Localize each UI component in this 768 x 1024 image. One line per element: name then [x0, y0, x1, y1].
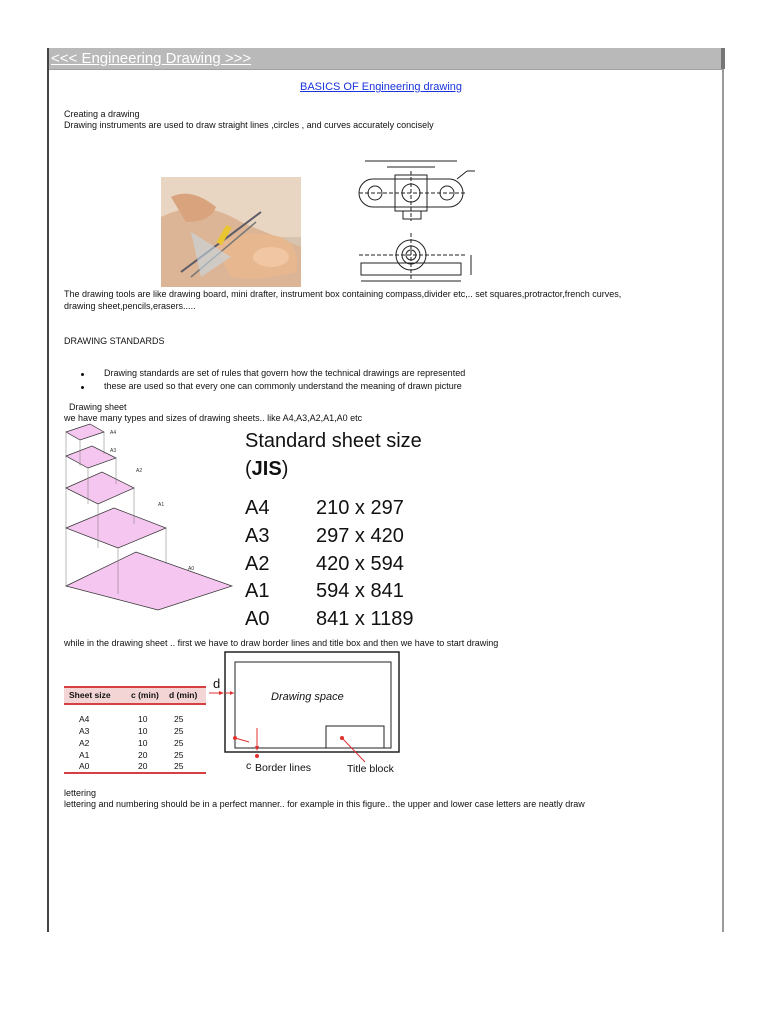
size-dims-a0: 841 x 1189 [316, 608, 414, 630]
header-sheet-size: Sheet size [69, 690, 111, 700]
intro-line-2: Drawing instruments are used to draw straight lines ,circles , and curves accurately concisely [64, 120, 434, 130]
stack-label-a2: A2 [136, 468, 143, 474]
heading-link[interactable]: BASICS OF Engineering drawing [300, 81, 463, 93]
margin-table-header [64, 686, 206, 705]
table-cell: 20 [138, 761, 148, 771]
header-d-min: d (min) [169, 690, 198, 700]
sheet-size-title: Standard sheet size [245, 430, 422, 452]
size-dims-a3: 297 x 420 [316, 525, 404, 547]
subtitle-jis: JIS [251, 458, 282, 480]
stack-label-a3: A3 [110, 448, 117, 454]
size-name-a3: A3 [245, 525, 270, 547]
bullet-item-1: Drawing standards are set of rules that govern how the technical drawings are represented [104, 368, 466, 378]
sheet-stack-illustration [62, 424, 242, 610]
bullet-dot-2 [81, 386, 84, 389]
label-d: d [213, 676, 221, 691]
header-c-min: c (min) [131, 690, 159, 700]
sheet-heading: Drawing sheet [64, 402, 127, 412]
size-name-a1: A1 [245, 580, 270, 602]
header-bar-end [721, 48, 725, 69]
size-dims-a1: 594 x 841 [316, 580, 404, 602]
bullet-dot-1 [81, 373, 84, 376]
table-cell: 10 [138, 714, 148, 724]
table-cell: A4 [79, 714, 90, 724]
margin-table-footer-rule [64, 772, 206, 774]
standards-heading: DRAWING STANDARDS [64, 336, 165, 346]
size-name-a0: A0 [245, 608, 270, 630]
stack-label-a1: A1 [158, 502, 165, 508]
drawing-instruments-photo [161, 177, 301, 287]
size-dims-a2: 420 x 594 [316, 553, 404, 575]
label-border-lines: Border lines [255, 762, 312, 774]
label-c: c [246, 760, 252, 772]
table-cell: 25 [174, 750, 184, 760]
intro-line-1: Creating a drawing [64, 109, 140, 119]
stack-label-a4: A4 [110, 430, 117, 436]
table-cell: A0 [79, 761, 90, 771]
orthographic-part-drawing [355, 153, 490, 285]
page-title-link[interactable]: <<< Engineering Drawing >>> [51, 50, 252, 67]
table-cell: 25 [174, 738, 184, 748]
sheet-size-subtitle [245, 458, 288, 481]
size-dims-a4: 210 x 297 [316, 497, 404, 519]
tools-line-2: drawing sheet,pencils,erasers..... [64, 301, 196, 311]
table-cell: 25 [174, 726, 184, 736]
label-drawing-space: Drawing space [271, 691, 344, 703]
table-cell: A2 [79, 738, 90, 748]
size-name-a4: A4 [245, 497, 270, 519]
table-cell: A1 [79, 750, 90, 760]
label-title-block: Title block [347, 763, 394, 775]
bullet-item-2: these are used so that every one can commonly understand the meaning of drawn picture [104, 381, 462, 391]
border-layout-figure [205, 648, 405, 778]
lettering-line: lettering and numbering should be in a perfect manner.. for example in this figure.. the upper and lower case letters are neatly draw [64, 799, 585, 809]
tools-line-1: The drawing tools are like drawing board, mini drafter, instrument box containing compass,divider etc,.. set squares,protractor,french curves, [64, 289, 622, 299]
table-cell: A3 [79, 726, 90, 736]
stack-label-a0: A0 [188, 566, 195, 572]
subtitle-open: ( [245, 458, 252, 480]
border-line-text: while in the drawing sheet .. first we have to draw border lines and title box and then we have to start drawing [64, 638, 499, 648]
size-name-a2: A2 [245, 553, 270, 575]
sheet-line: we have many types and sizes of drawing sheets.. like A4,A3,A2,A1,A0 etc [64, 413, 363, 423]
table-cell: 10 [138, 738, 148, 748]
table-cell: 20 [138, 750, 148, 760]
header-bar [49, 48, 722, 70]
table-cell: 25 [174, 714, 184, 724]
subtitle-close: ) [281, 458, 289, 480]
lettering-heading: lettering [64, 788, 97, 798]
table-cell: 10 [138, 726, 148, 736]
table-cell: 25 [174, 761, 184, 771]
